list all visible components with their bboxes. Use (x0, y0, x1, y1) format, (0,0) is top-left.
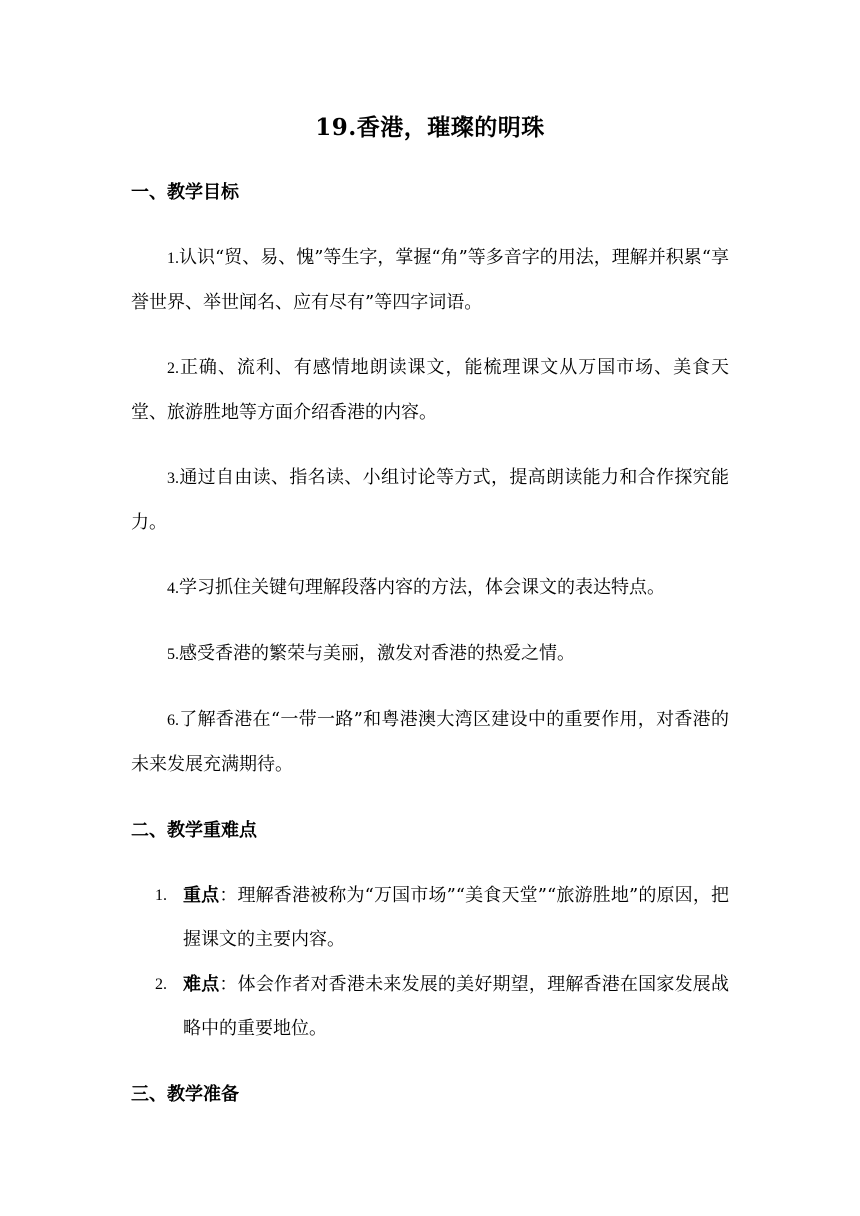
key-point-item-1 (131, 874, 729, 962)
objective-item-2 (131, 346, 729, 435)
section-heading-key-points: 二、教学重难点 (131, 820, 257, 841)
objective-item-4 (131, 566, 729, 611)
key-point-text: ：体会作者对香港未来发展的美好期望，理解香港在国家发展战略中的重要地位。 (183, 974, 730, 1039)
key-point-label: 难点 (183, 974, 220, 995)
document-title: 19.香港，璀璨的明珠 (315, 114, 545, 141)
objective-number: 6. (167, 712, 179, 729)
key-point-body (183, 874, 729, 962)
objective-number: 4. (167, 580, 179, 597)
list-marker: 1. (155, 887, 167, 904)
objective-text: 正确、流利、有感情地朗读课文，能梳理课文从万国市场、美食天堂、旅游胜地等方面介绍香港的内容。 (131, 357, 729, 423)
key-point-label: 重点 (183, 885, 220, 906)
objective-number: 2. (167, 360, 179, 377)
key-point-text: ：理解香港被称为“万国市场”“美食天堂”“旅游胜地”的原因，把握课文的主要内容。 (183, 885, 730, 950)
key-point-item-2 (131, 963, 729, 1051)
objective-item-3 (131, 456, 729, 545)
list-marker: 2. (155, 976, 167, 993)
objective-item-6 (131, 698, 729, 787)
objective-text: 了解香港在“一带一路”和粤港澳大湾区建设中的重要作用，对香港的未来发展充满期待。 (131, 709, 729, 775)
objective-number: 1. (167, 250, 179, 267)
section-heading-objectives: 一、教学目标 (131, 182, 239, 203)
objective-item-5 (131, 632, 729, 677)
objective-text: 认识“贸、易、愧”等生字，掌握“角”等多音字的用法，理解并积累“享誉世界、举世闻名、应有尽有”等四字词语。 (131, 247, 730, 313)
objective-number: 3. (167, 470, 179, 487)
objective-text: 感受香港的繁荣与美丽，激发对香港的热爱之情。 (179, 643, 575, 664)
objective-number: 5. (167, 646, 179, 663)
objective-item-1 (131, 236, 729, 325)
objective-text: 通过自由读、指名读、小组讨论等方式，提高朗读能力和合作探究能力。 (131, 467, 729, 533)
objective-text: 学习抓住关键句理解段落内容的方法，体会课文的表达特点。 (179, 577, 665, 598)
section-heading-preparation: 三、教学准备 (131, 1084, 239, 1105)
key-point-body (183, 963, 729, 1051)
